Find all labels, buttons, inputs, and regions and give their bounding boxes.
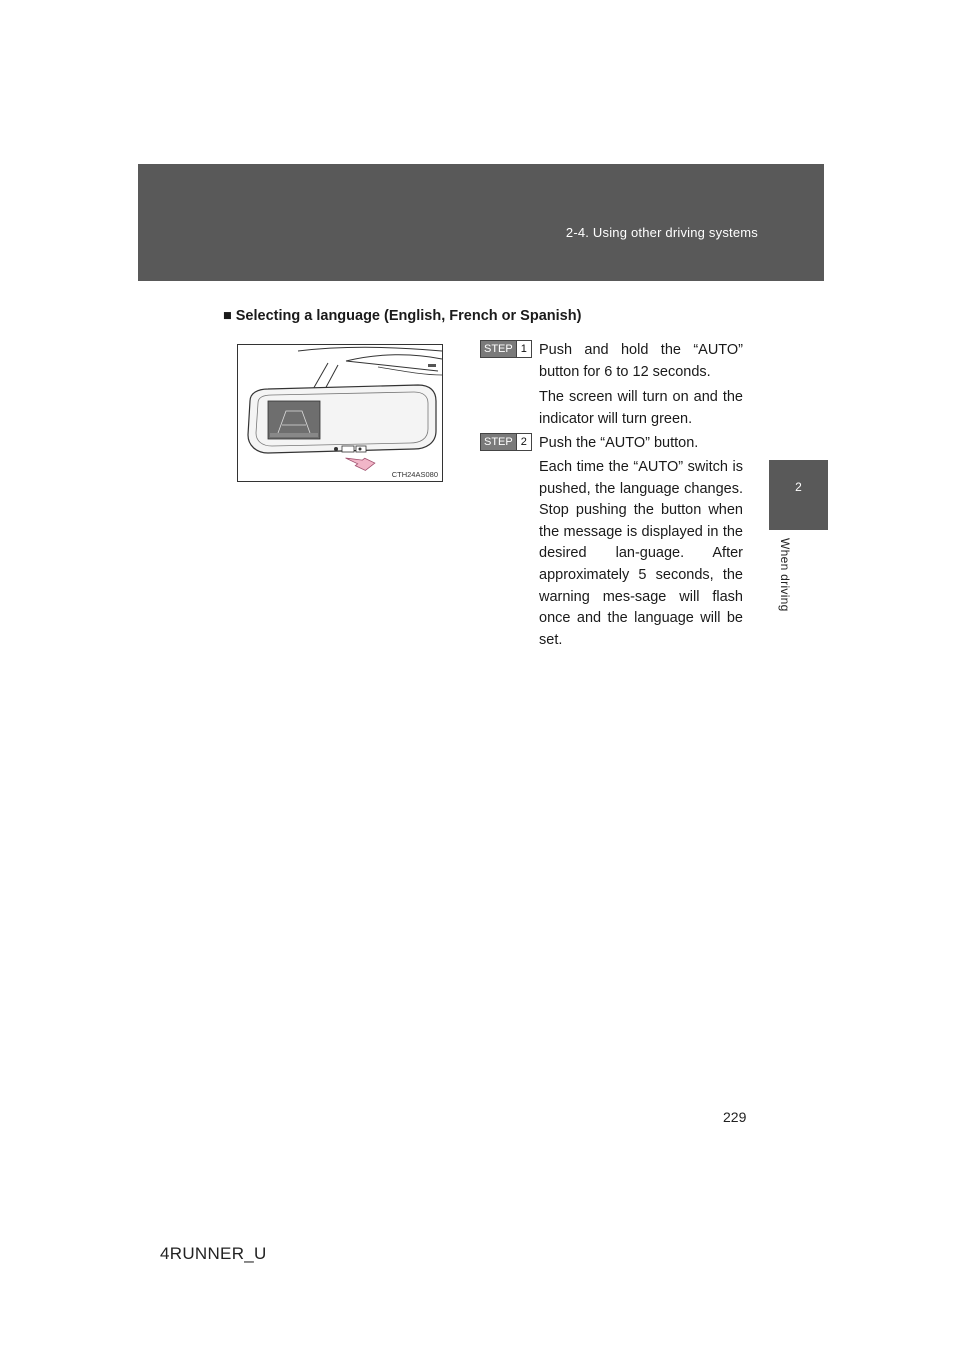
step-badge bbox=[480, 340, 532, 358]
step-1-instruction: Push and hold the “AUTO” button for 6 to 12 seconds. bbox=[539, 342, 743, 380]
step-label: STEP bbox=[481, 341, 516, 357]
header-band bbox=[138, 164, 824, 281]
step-1-note: The screen will turn on and the indicator will turn green. bbox=[539, 389, 743, 427]
heading-bullet: ■ bbox=[223, 308, 232, 324]
chapter-label: When driving bbox=[778, 538, 792, 612]
heading-text: Selecting a language (English, French or Spanish) bbox=[235, 308, 582, 324]
chapter-number: 2 bbox=[795, 480, 802, 494]
step-number: 2 bbox=[516, 434, 531, 450]
rearview-mirror-drawing bbox=[238, 345, 442, 481]
footer-code: 4RUNNER_U bbox=[160, 1244, 267, 1263]
step-number: 1 bbox=[516, 341, 531, 357]
mirror-illustration bbox=[237, 344, 443, 482]
step-2-note: Each time the “AUTO” switch is pushed, the language changes. Stop pushing the button when the message is displayed in the desired lan-guage. After approximately 5 seconds, the warning mes-sage will flash once and the language will be set. bbox=[539, 459, 743, 648]
chapter-tab bbox=[769, 460, 828, 530]
figure-code: CTH24AS080 bbox=[391, 470, 438, 479]
step-label: STEP bbox=[481, 434, 516, 450]
step-2-instruction: Push the “AUTO” button. bbox=[539, 435, 699, 451]
step-badge bbox=[480, 433, 532, 451]
page-number: 229 bbox=[723, 1109, 747, 1125]
section-title: 2-4. Using other driving systems bbox=[565, 225, 758, 240]
section-heading bbox=[223, 308, 581, 324]
